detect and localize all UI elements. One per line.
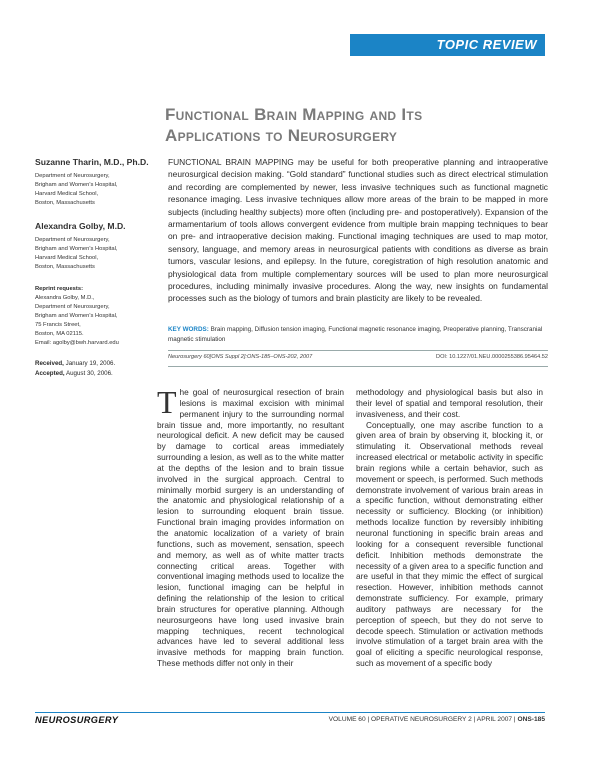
keywords-label: KEY WORDS: [168, 326, 209, 333]
reprint-line: Boston, MA 02115. [35, 331, 84, 337]
reprint-line: Department of Neurosurgery, [35, 304, 110, 310]
received-date: Received, January 19, 2006. [35, 360, 116, 367]
keywords [168, 325, 548, 344]
affiliation-line: Department of Neurosurgery, [35, 173, 110, 179]
author-1-affiliation [35, 172, 157, 208]
body-right-column [356, 387, 543, 669]
footer-divider [35, 712, 545, 713]
author-sidebar [35, 157, 157, 379]
affiliation-line: Harvard Medical School, [35, 255, 99, 261]
drop-cap: T [157, 384, 177, 420]
article-dates [35, 359, 157, 379]
affiliation-line: Boston, Massachusetts [35, 264, 95, 270]
affiliation-line: Brigham and Women's Hospital, [35, 246, 118, 252]
author-2-affiliation [35, 236, 157, 272]
doi: DOI: 10.1227/01.NEU.0000255386.95464.52 [436, 354, 548, 360]
accepted-date: Accepted, August 30, 2006. [35, 370, 113, 377]
body-left-column [157, 384, 344, 669]
reprint-line: Alexandra Golby, M.D., [35, 295, 95, 301]
keywords-text: Brain mapping, Diffusion tension imaging, Functional magnetic resonance imaging, Preoperative planning, Transcranial magnetic stimulation [168, 326, 543, 343]
volume-info: VOLUME 60 | OPERATIVE NEUROSURGERY 2 | APRIL 2007 | [328, 716, 516, 723]
affiliation-line: Department of Neurosurgery, [35, 237, 110, 243]
topic-review-banner: TOPIC REVIEW [350, 34, 545, 56]
journal-citation: Neurosurgery 60[ONS Suppl 2]:ONS-185–ONS-202, 2007 [168, 354, 313, 360]
divider [168, 366, 548, 367]
body-paragraph: he goal of neurosurgical resection of brain lesions is maximal excision with minimal permanent injury to the surrounding normal brain tissue and, more importantly, no resultant neurological deficit. A new deficit may be caused by damage to cortical areas immediately surrounding a lesion, as well as to the white matter at the depths of the lesion and to brain tissue involved in the surgical approach. Central to minimally morbid surgery is an understanding of the anatomic and physiological relationship of a lesion to surrounding eloquent brain tissue. Functional brain imaging provides information on the anatomic localization of a variety of brain functions, such as movement, sensation, speech and memory, as well as of white matter tracts connecting critical areas. Together with conventional imaging methods used to localize the lesion, functional imaging can be helpful in defining the relationship of the lesion to critical brain structures for operative planning. Although neurosurgeons have long used invasive brain mapping techniques, recent technological advances have led to several additional less invasive methods for mapping brain function. These methods differ not only in their [157, 387, 344, 669]
affiliation-line: Harvard Medical School, [35, 191, 99, 197]
author-2-name: Alexandra Golby, M.D. [35, 221, 126, 231]
article-title [165, 104, 565, 146]
affiliation-line: Brigham and Women's Hospital, [35, 182, 118, 188]
reprint-email: Email: agolby@bwh.harvard.edu [35, 340, 119, 346]
affiliation-line: Boston, Massachusetts [35, 200, 95, 206]
journal-logo: NEUROSURGERY [35, 715, 119, 725]
footer-info [329, 716, 545, 723]
divider [168, 350, 548, 351]
author-1-name: Suzanne Tharin, M.D., Ph.D. [35, 157, 149, 167]
abstract: FUNCTIONAL BRAIN MAPPING may be useful for both preoperative planning and intraoperative neurosurgical decision making. “Gold standard” functional studies such as direct electrical stimulation and recording are complemented by newer, less invasive techniques such as functional magnetic resonance imaging. Less invasive techniques allow more areas of the brain to be mapped in more subjects (including healthy subjects) more often (including pre- and postoperatively). Expansion of the armamentarium of tools allows convergent evidence from multiple brain mapping techniques to bear on pre- and intraoperative decision making. Functional imaging techniques are used to map motor, sensory, language, and memory areas in neurosurgical patients with conditions as diverse as brain tumors, vascular lesions, and epilepsy. In the future, coregistration of high resolution anatomic and physiological data from multiple complementary sources will be used to plan more neurosurgical procedures, including minimally invasive procedures. Along the way, new insights on fundamental processes such as the biology of tumors and brain plasticity are likely to be revealed. [168, 157, 548, 304]
citation-line [168, 354, 548, 364]
reprint-line: Brigham and Women's Hospital, [35, 313, 118, 319]
title-line-2: Applications to Neurosurgery [165, 126, 398, 145]
page-number: ONS-185 [517, 716, 545, 723]
reprint-line: 75 Francis Street, [35, 322, 81, 328]
reprint-requests [35, 285, 157, 348]
body-paragraph: Conceptually, one may ascribe function to a given area of brain by observing it, blocking it, or stimulating it. Observational methods reveal increased electrical or metabolic activity in specific brain regions while a certain behavior, such as movement or speech, is performed. Such methods demonstrate involvement of various brain areas in a specific function, without demonstrating either necessity or sufficiency. Blocking (or inhibition) methods localize function by reversibly inhibiting neuronal functioning in specific brain areas and looking for a consequent reversible functional deficit. Inhibition methods demonstrate the necessity of a given area to a specific function and are useful in that they mimic the effect of surgical resection. However, inhibition methods cannot demonstrate sufficiency. For example, primary auditory pathways are necessary for the perception of speech, but they do not serve to decode speech. Stimulation or activation methods involve stimulation of a target brain area with the goal of eliciting a specific neurological response, such as movement of a specific body [356, 419, 543, 669]
body-paragraph: methodology and physiological basis but also in their level of spatial and temporal resolution, their invasiveness, and their cost. [356, 387, 543, 419]
title-line-1: Functional Brain Mapping and Its [165, 105, 423, 124]
reprint-heading: Reprint requests: [35, 286, 83, 292]
